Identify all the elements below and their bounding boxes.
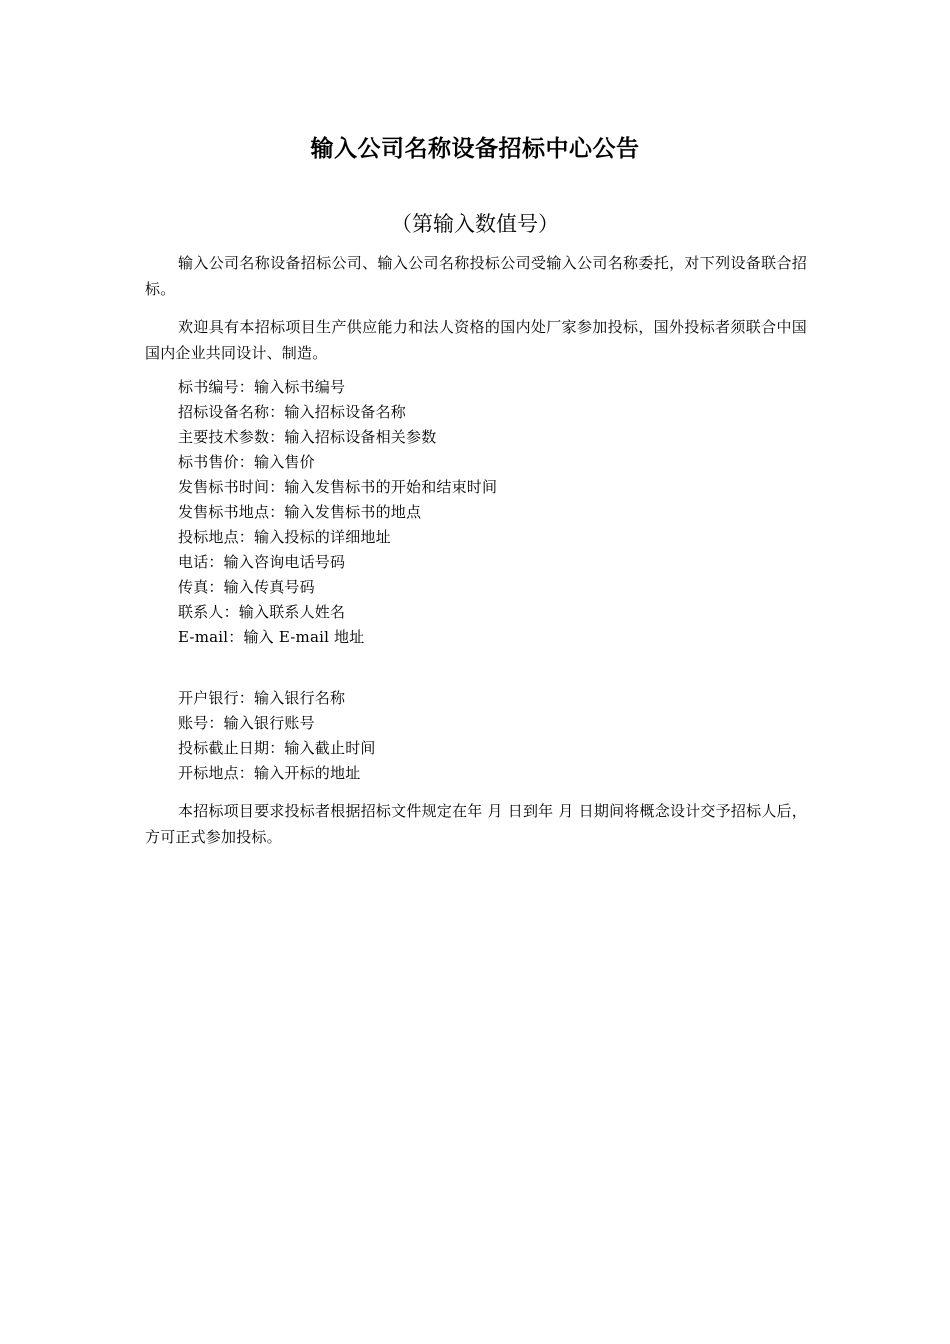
field-opening-location: 开标地点：输入开标的地址	[178, 764, 361, 782]
closing-paragraph: 本招标项目要求投标者根据招标文件规定在年 月 日到年 月 日期间将概念设计交予招标人后，方可正式参加投标。	[145, 802, 807, 846]
field-bank-account: 账号：输入银行账号	[178, 714, 315, 732]
bank-info-list	[178, 686, 376, 786]
field-sale-location: 发售标书地点：输入发售标书的地点	[178, 503, 422, 521]
field-bid-location: 投标地点：输入投标的详细地址	[178, 528, 391, 546]
company-name-2: 输入公司名称	[377, 254, 470, 272]
intro-text-1: 设备招标公司、	[270, 254, 378, 272]
field-deadline: 投标截止日期：输入截止时间	[178, 739, 376, 757]
company-name-3: 输入公司名称	[546, 254, 639, 272]
company-name-1: 输入公司名称	[178, 254, 271, 272]
field-email: E-mail：输入 E-mail 地址	[178, 628, 365, 646]
intro-paragraph	[145, 250, 807, 302]
intro-text-3: 委托，对下列设备联合招标。	[145, 254, 808, 298]
tender-info-list	[178, 375, 497, 650]
announcement-number: （第输入数值号）	[391, 212, 559, 236]
field-technical-params: 主要技术参数：输入招标设备相关参数	[178, 428, 437, 446]
field-contact: 联系人：输入联系人姓名	[178, 603, 346, 621]
field-bank-name: 开户银行：输入银行名称	[178, 689, 346, 707]
field-tender-price: 标书售价：输入售价	[178, 453, 315, 471]
page-title: 输入公司名称设备招标中心公告	[310, 136, 640, 162]
field-phone: 电话：输入咨询电话号码	[178, 553, 346, 571]
field-sale-time: 发售标书时间：输入发售标书的开始和结束时间	[178, 478, 498, 496]
field-equipment-name: 招标设备名称：输入招标设备名称	[178, 403, 407, 421]
intro-text-2: 投标公司受	[469, 254, 547, 272]
field-fax: 传真：输入传真号码	[178, 578, 315, 596]
welcome-paragraph: 欢迎具有本招标项目生产供应能力和法人资格的国内处厂家参加投标，国外投标者须联合中国国内企业共同设计、制造。	[145, 318, 807, 362]
field-tender-number: 标书编号：输入标书编号	[178, 378, 346, 396]
